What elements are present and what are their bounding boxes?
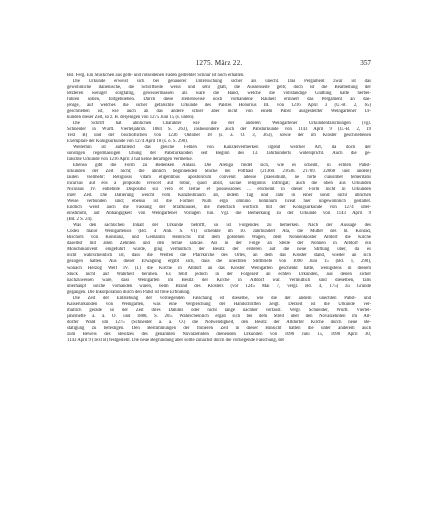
text-line: jenige, auf welches die sicher gefälschte Urkunde des Palstes Honorius III. von 1216 April 3 (U.-B. 2, 65) [67, 103, 371, 109]
text-line: überhaupt solche vorhanden waren, beim Brand des Klosters (vor 1245 Mai 7, vergl. Bd. 4, 175) zu Grunde [67, 283, 371, 289]
text-line: Codex maior Weingartensis (Bd. 4 Anh. S. VI) schenkte im 10. Jahrhundert Ata, die Mutter des hl. Konrad, [67, 229, 371, 235]
text-line: Endlich weist auch die Fassung der Strafklausel, die mehrfach wörtlich mit der Königsurkunde von 1274 über- [67, 205, 371, 211]
text-line: Exemplare der Königsurkunde von 1274 April 18 (s. o. S. 290). [67, 139, 188, 145]
text-line: fälschte Urkunde von 1216 April 3 hat keine derartigen Vermerke. [67, 157, 193, 163]
text-line: gegangen. Die Inkorporation durch den Pabst ist freie Erfindung. [67, 289, 191, 295]
text-line: 1143 April 9 (Text B) festgestellt. Die neue Begründung aber sollte zunächst durch die vorliegende Fälschung, der [67, 337, 285, 343]
text-line: gewöhnliche italienische, die Schriftseite weiss und sehr glatt, die Aussenseite gelb; doch ist die Bearbeitung der [67, 85, 371, 91]
text-line: Was den sachlichen Inhalt der Urkunde betrifft, so ist Folgendes zu bemerken. Nach der Aussage des [73, 223, 371, 229]
text-line: Bsl. Ferg. Ein Stückchen aus gelb- und rotseidenen Fäden gedrehter Schnur ist noch erhalten. [67, 73, 245, 78]
text-line: urkunden der Zeit nicht; die ähnlich beginnenden Stücke bei Potthast (21360. 21636. 21709. 22068 und andere) [67, 169, 371, 175]
page-number: 357 [360, 59, 371, 67]
text-line: Ebenso gibt die Form zu Bedenken Anlass. Die Arenga findet sich, wie es scheint, in echten Pabst- [73, 163, 371, 169]
text-line: mutlich gerade so der Zeit ihres Datums oder nicht lange nachher verfasst. Vergl. Schneider, Württ. Viertel- [67, 307, 371, 313]
text-line: dorfer Wald um 1275 (Schneider a. a. O.) die Notwendigkeit, den Besitz der Altdorfer Kirche durch neue Be- [67, 319, 371, 325]
text-line: einstimmt, auf Abhängigkeit von Weingartener Vorlagen hin. Vgl. die Bemerkung zu der Urkunde von 1143 April 9 [67, 211, 371, 217]
text-line: stätigung zu befestigen. Den Bestimmungen der früheren Zeit in dieser Hinsicht hatten die unter anderem auch [67, 325, 371, 331]
text-line: nicht wahrscheinlich ist, dass die Welfen die Pfarrkirche des Ortes, an dem das Kloster stand, wieder an sich [67, 253, 371, 259]
body-text [67, 73, 371, 344]
text-line: gezogen hätten. Aus dieser Erwägung ergibt sich, dass die unechten Stiftbriefe von 1090 Juni 15 (Bd. 1, 290), [67, 259, 371, 265]
text-line: lauten vielmehr: Religiosis vitam eligentibus apostolicum convenit adesse praesidium, ne forte cuiuslibet temeritatis [67, 175, 371, 181]
text-line: letzteren weniger sorgfältig, gewissermassen als wäre die Hand, welche die vollständige Glättung hätte herbei- [67, 91, 371, 97]
running-head [67, 59, 371, 68]
text-line: Die Urkunde erweist sich bei genauerer Untersuchung sicher als unecht. Das Pergament zwar ist das [73, 79, 371, 85]
text-line: Text B) und der bischöflichen von 1236 Oktober 18 (s. a. O. 3, 363), sowie der im Kloster geschriebenen [67, 133, 371, 139]
text-line: wonach Herzog Welf IV. (I.) die Kirche in Altdorf an das Kloster Weingarten geschenkt hätte, wenigstens in diesem [67, 265, 371, 271]
text-line: jahrshefte a. a. O. und 1888, S. 205. Wahrscheinlich ergab sich bei dem Streit über den Novalzehnten im Alt- [67, 313, 371, 319]
text-line: Weiterhin ist auffallend das gleiche Fehlen von Kanzleivermerken irgend welcher Art, da doch der [73, 145, 371, 151]
text-line: führen sollen, fortgeblieben. Durch diese stellenweise noch vorhandene Rauheit erinnert das Pergament an das- [67, 97, 371, 103]
text-line: geschrieben ist, wie auch an das andere schier aber nicht von einem Pabst ausgestellter Weingartener Ur- [67, 109, 371, 115]
header-date: 1275. März 22. [195, 59, 243, 67]
text-line: Weise verbunden sind; ebenso ist die Formel Nulli ergo omnino hominum liceat hier ungewöhnlich gestaltet. [67, 199, 371, 205]
text-line: Die Schrift hat ähnlichen Charakter wie die der anderen Weingartener Urkundenfälschungen (vgl. [73, 121, 371, 127]
text-line: Mönchskonvent eingeführt wurde, ging vermutlich der Besitz der ersteren auf die neue Stiftung über, da es [67, 247, 371, 253]
text-line: incursus aut eos a proposito revocet aut robur, quod absit, sacrae religionis infringat; auch die oben aus Urkunden [67, 181, 371, 187]
text-line: sonstigen regelmässigen Übung der Pabsturkunden seit Beginn des 13. Jahrhunderts widerspricht. Auch die ge- [67, 151, 371, 157]
text-line: Kaiserurkunden von Weingarten, was eine Vergleichung der Handschriften zeigt. Derzeit ist die Urkunde ver- [67, 301, 371, 307]
text-line: daselbst mit allen Zehnten und den terrae salicae. Als in der Folge an Stelle der Nonnen in Altdorf ein [67, 241, 371, 247]
text-line: Nicolaus IV. entlehnte Dispositio sui vero et terrae et possessiones ... erscheint in dieser Form nicht in Urkunden [67, 187, 371, 193]
text-line: nachzuweisen wäre, dass Weingarten im Besitz der Kirche in Altdorf war. Vermutlich sind dieselben, falls [67, 277, 371, 283]
text-line: Die Zeit der Entstehung der vorliegenden Fälschung ist dieselbe, wie die der andern unechten Pabst- und [73, 295, 371, 301]
text-line: Bischofs von Konstanz, und Gemahlin Heinrichs mit dem goldenen Wagen, dem Nonnenkloster Altdorf die Kirche [67, 235, 371, 241]
text-line: (Bd. 2 S. 24). [67, 217, 93, 223]
text-line: ihrer Zeit. Die Datierung weicht vom Kanzleibrauch ab, indem Tag und Jahr in einer sonst nicht üblichen [67, 193, 371, 199]
text-line: zum Beweis des Besitzes des genannten Novalzehnten dienenden Urkunden von 1090 Juni 15, 1090 April 30, [67, 331, 371, 337]
text-line: Stück nicht auf Wahrheit beruhen. Es fehlt jedoch in der Folgezeit an echten Urkunden, aus denen sicher [67, 271, 371, 277]
text-line: kunden dieser Zeit, so z. B. derjenigen von 1275 Juni 15 (s. unten). [67, 115, 195, 121]
text-line: Schneider in Württ. Vierteljahrsh. 1884 S. 263), insbesondere auch der Pabsturkunde von 1143 April 9 (U.-B. 2, 19 [67, 127, 371, 133]
